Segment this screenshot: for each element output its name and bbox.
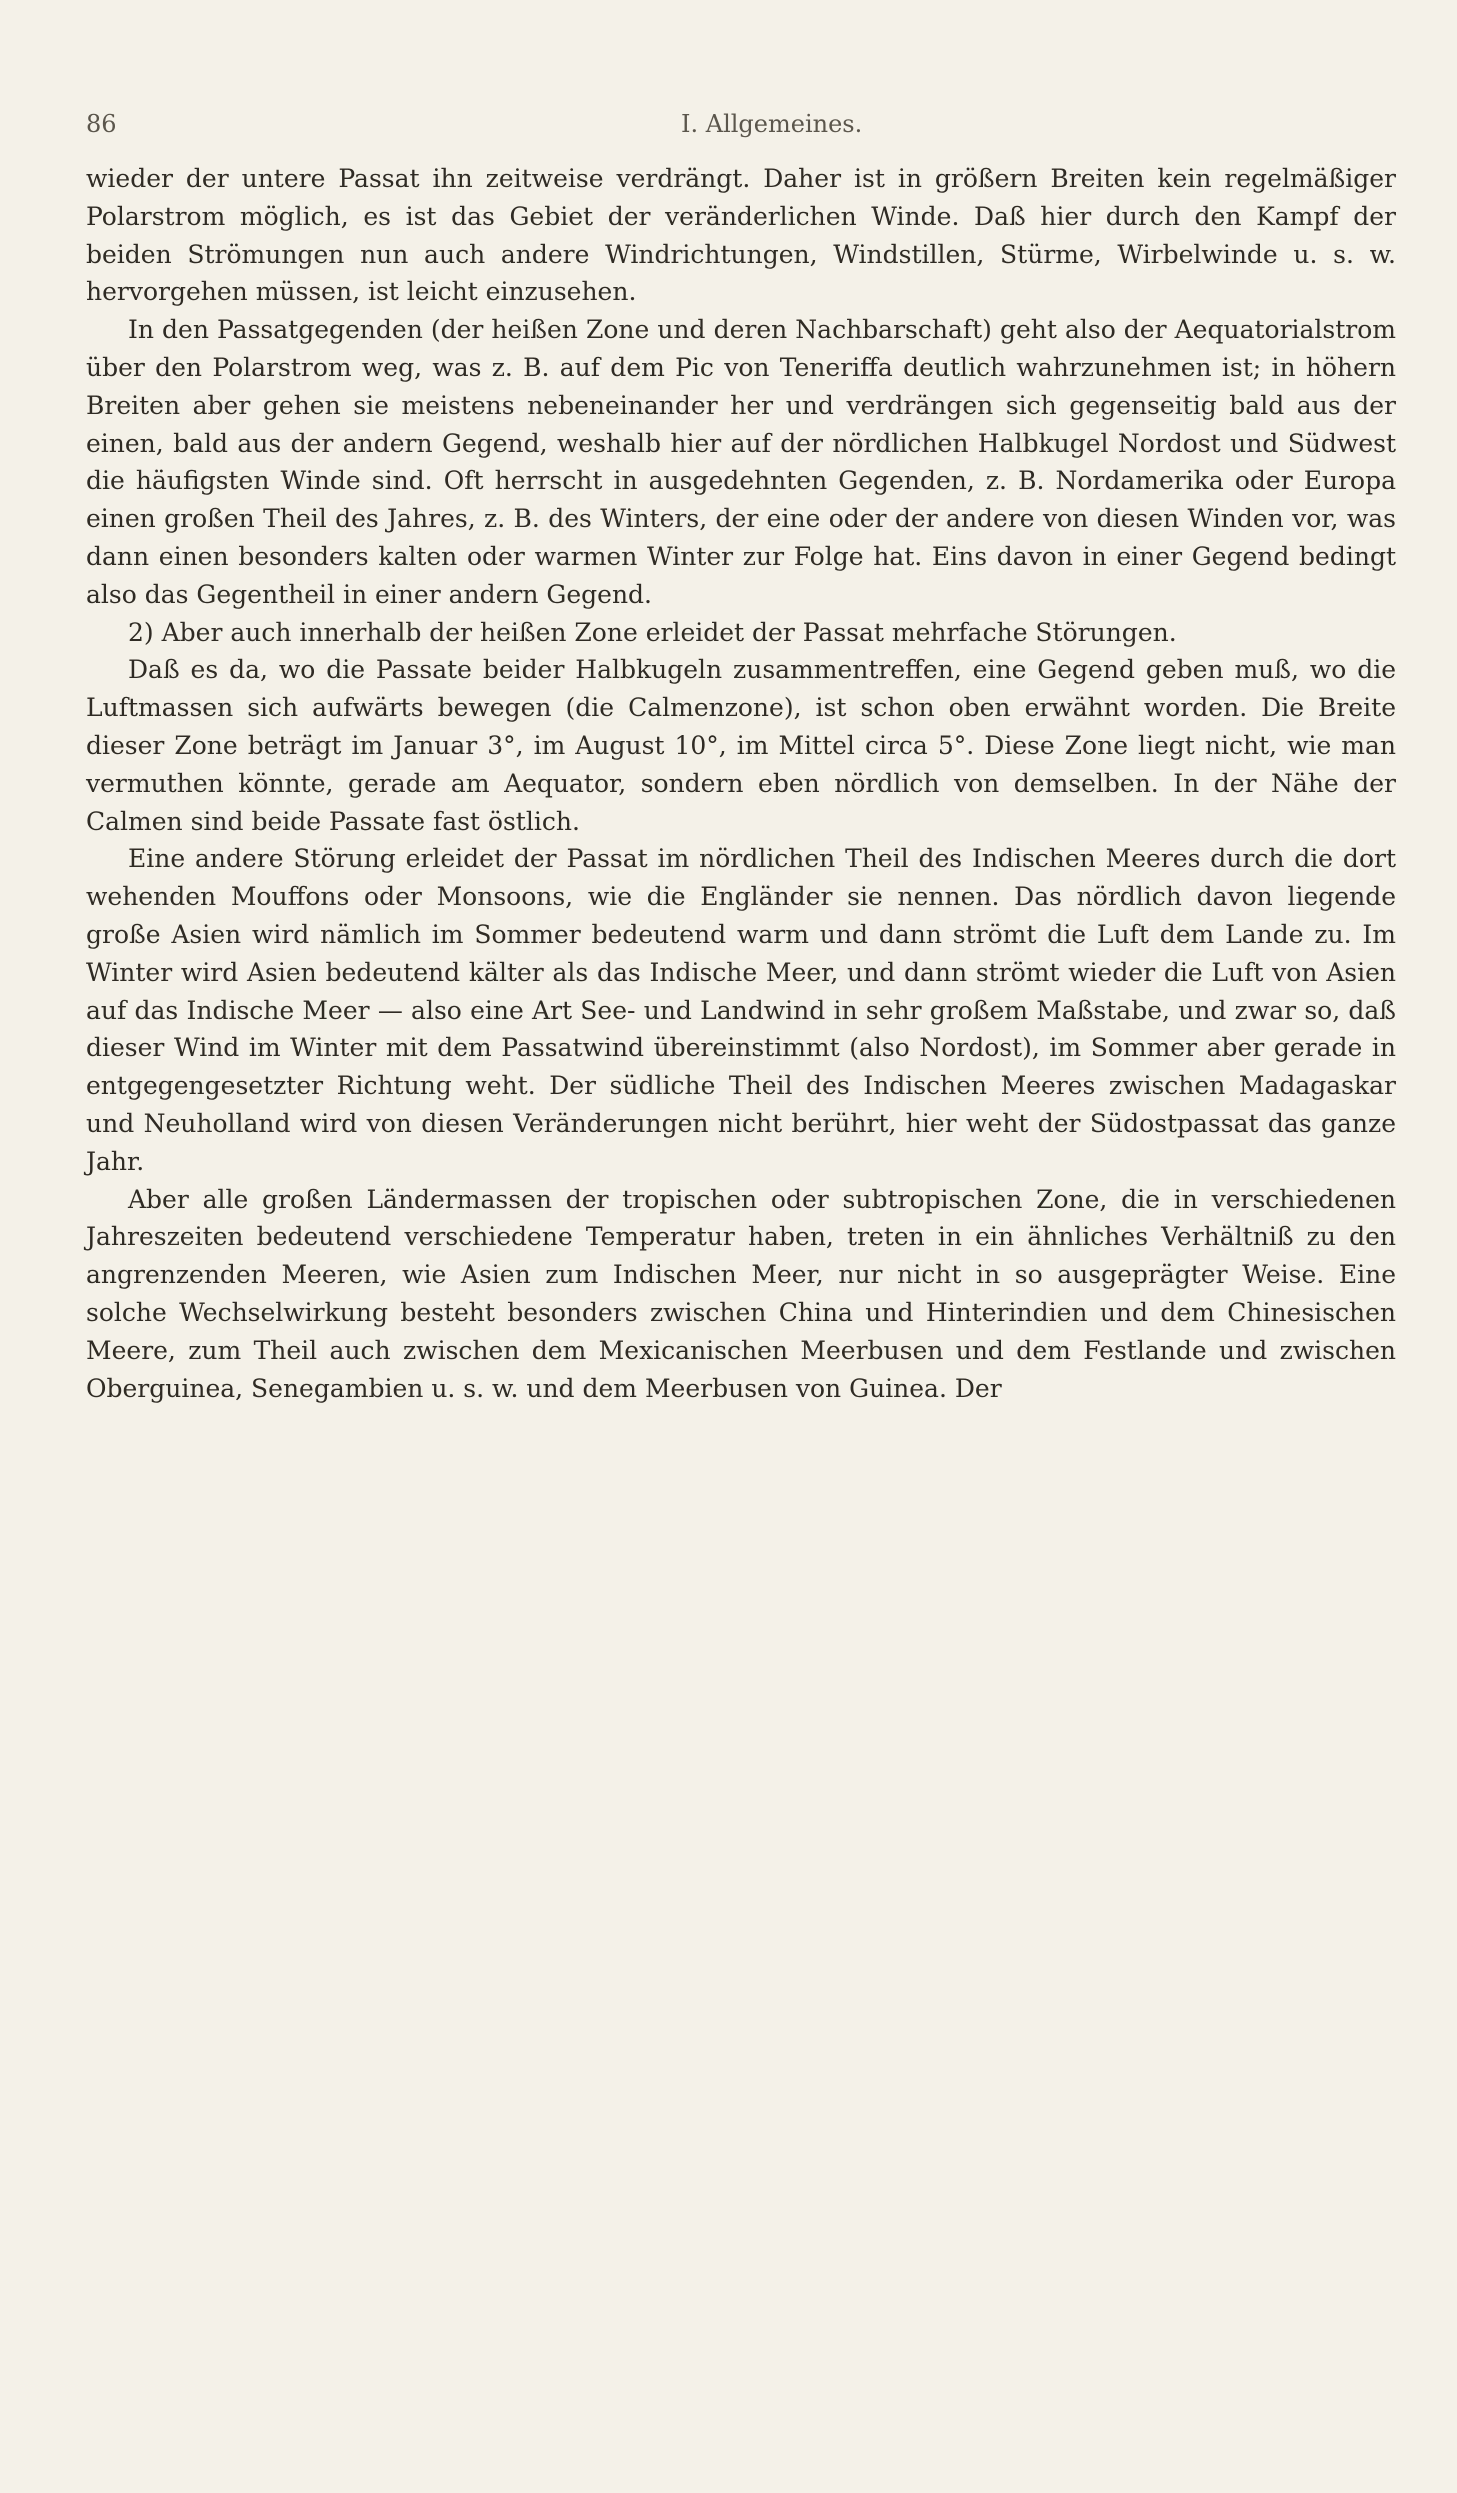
- paragraph-3: 2) Aber auch innerhalb der heißen Zone erleidet der Passat mehrfache Störungen.: [128, 617, 1177, 647]
- paragraph-6: Aber alle großen Ländermassen der tropischen oder subtropischen Zone, die in verschiedenen Jahreszeiten bedeutend verschiedene Temperatur haben, treten in ein ähnliches Verhältniß zu den angrenzenden Meeren, wie Asien zum Indischen Meer, nur nicht in so ausgeprägter Weise. Eine solche Wechselwirkung besteht besonders zwischen China und Hinterindien und dem Chinesischen Meere, zum Theil auch zwischen dem Mexicanischen Meerbusen und dem Festlande und zwischen Oberguinea, Senegambien u. s. w. und dem Meerbusen von Guinea. Der: [86, 1184, 1396, 1403]
- page-number: 86: [86, 110, 117, 138]
- paragraph-4: Daß es da, wo die Passate beider Halbkugeln zusammentreffen, eine Gegend geben muß, wo die Luftmassen sich aufwärts bewegen (die Calmenzone), ist schon oben erwähnt worden. Die Breite dieser Zone beträgt im Januar 3°, im August 10°, im Mittel circa 5°. Diese Zone liegt nicht, wie man vermuthen könnte, gerade am Aequator, sondern eben nördlich von demselben. In der Nähe der Calmen sind beide Passate fast östlich.: [86, 655, 1396, 836]
- paragraph-1: wieder der untere Passat ihn zeitweise verdrängt. Daher ist in größern Breiten kein regelmäßiger Polarstrom möglich, es ist das Gebiet der veränderlichen Winde. Daß hier durch den Kampf der beiden Strömungen nun auch andere Windrichtungen, Windstillen, Stürme, Wirbelwinde u. s. w. hervorgehen müssen, ist leicht einzusehen.: [86, 164, 1396, 307]
- section-title: I. Allgemeines.: [681, 110, 863, 138]
- paragraph-2: In den Passatgegenden (der heißen Zone und deren Nachbarschaft) geht also der Aequatorialstrom über den Polarstrom weg, was z. B. auf dem Pic von Teneriffa deutlich wahrzunehmen ist; in höhern Breiten aber gehen sie meistens nebeneinander her und verdrängen sich gegenseitig bald aus der einen, bald aus der andern Gegend, weshalb hier auf der nördlichen Halbkugel Nordost und Südwest die häufigsten Winde sind. Oft herrscht in ausgedehnten Gegenden, z. B. Nordamerika oder Europa einen großen Theil des Jahres, z. B. des Winters, der eine oder der andere von diesen Winden vor, was dann einen besonders kalten oder warmen Winter zur Folge hat. Eins davon in einer Gegend bedingt also das Gegentheil in einer andern Gegend.: [86, 315, 1396, 609]
- paragraph-5: Eine andere Störung erleidet der Passat im nördlichen Theil des Indischen Meeres durch die dort wehenden Mouffons oder Monsoons, wie die Engländer sie nennen. Das nördlich davon liegende große Asien wird nämlich im Sommer bedeutend warm und dann strömt die Luft dem Lande zu. Im Winter wird Asien bedeutend kälter als das Indische Meer, und dann strömt wieder die Luft von Asien auf das Indische Meer — also eine Art See- und Landwind in sehr großem Maßstabe, und zwar so, daß dieser Wind im Winter mit dem Passatwind übereinstimmt (also Nordost), im Sommer aber gerade in entgegengesetzter Richtung weht. Der südliche Theil des Indischen Meeres zwischen Madagaskar und Neuholland wird von diesen Veränderungen nicht berührt, hier weht der Südostpassat das ganze Jahr.: [86, 844, 1396, 1176]
- running-head: [86, 110, 1396, 150]
- text-body: [86, 160, 1396, 1407]
